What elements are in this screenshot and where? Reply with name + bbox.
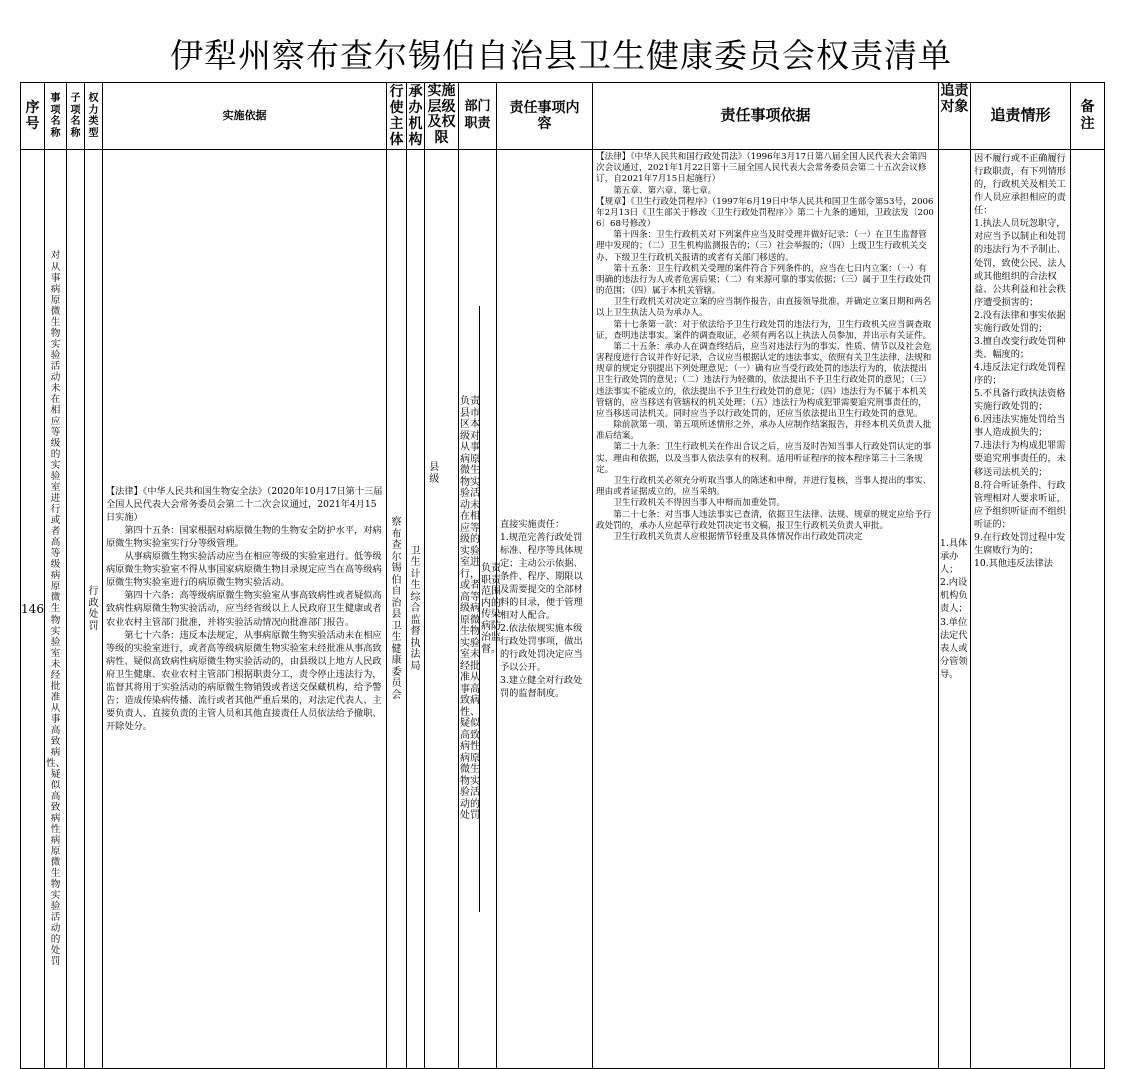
cell-basis: 【法律】《中华人民共和国生物安全法》（2020年10月17日第十三届全国人民代表大会常务委员会第二十二次会议通过，2021年4月15日实施） 第四十五条：国家根据对病原微生物的生物安全防护水平，对病原微生物实验室实行分等级管理。 从事病原微生物实验活动应当在相应等级的实验室进行。低等级病原微生物实验室不得从事国家病原微生物目录规定应当在高等级病原微生物实验室进行的病原微生物实验活动。 第四十六条：高等级病原微生物实验室从事高致病性或者疑似高致病性病原微生物实验活动，应当经省级以上人民政府卫生健康或者农业农村主管部门批准，并将实验活动情况向批准部门报告。 第七十六条：违反本法规定，从事病原微生物实验活动未在相应等级的实验室进行，或者高等级病原微生物实验室未经批准从事高致病性、疑似高致病性病原微生物实验活动的，由县级以上地方人民政府卫生健康、农业农村主管部门根据职责分工，责令停止违法行为，监督其将用于实验活动的病原微生物销毁或者送交保藏机构，给予警告；造成传染病传播、流行或者其他严重后果的，对法定代表人、主要负责人、直接负责的主管人员和其他直接责任人员依法给予撤职、开除处分。 [103,150,387,1069]
cell-level [425,150,459,1069]
header-row [21,83,1105,150]
header-exec-subject: 行使主体 [387,83,407,150]
header-account-target: 追责对象 [939,83,971,150]
header-undertaking: 承办机构 [408,84,423,149]
header-power-type: 权力类型 [85,83,103,150]
header-dept-duty: 部门职责 [459,83,497,150]
dept-duty-scope: 负责县市区本级对从事病原微生物实验活动未在相应等级的实验室进行，或者高等级病原微生物实验室未经批准从事高致病性、疑似高致病性病原微生物实验活动的处罚 [459,306,480,912]
level-text: 县级 [429,462,440,485]
header-resp-content: 责任事项内容 [497,83,593,150]
header-level: 实施层级及权限 [425,83,459,150]
cell-resp-basis: 【法律】《中华人民共和国行政处罚法》（1996年3月17日第八届全国人民代表大会第四次会议通过，2021年1月22日第十三届全国人民代表大会常务委员会第二十五次会议修订，自2021年7月15日起施行） 第五章、第六章、第七章。 【规章】《卫生行政处罚程序》（1997年6月19日中华人民共和国卫生部令第53号，2006年2月13日《卫生部关于修改〈卫生行政处罚程序〉》第二十九条的通知，卫政法发〔2006〕68号修改） 第十四条：卫生行政机关对下列案件应当及时受理并做好记录：（一）在卫生监督管理中发现的；（二）卫生机构监测报告的；（三）社会举报的；（四）上级卫生行政机关交办、下级卫生行政机关报请的或者有关部门移送的。 第十五条：卫生行政机关受理的案件符合下列条件的，应当在七日内立案：（一）有明确的违法行为人或者危害后果；（二）有来源可靠的事实依据；（三）属于卫生行政处罚的范围；（四）属于本机关管辖。 卫生行政机关对决定立案的应当制作报告，由直接领导批准，并确定立案日期和两名以上卫生执法人员为承办人。 第十七条第一款：对于依法给予卫生行政处罚的违法行为，卫生行政机关应当调查取证，查明违法事实。案件的调查取证，必须有两名以上执法人员参加，并出示有关证件。 第二十五条：承办人在调查终结后，应当对违法行为的事实、性质、情节以及社会危害程度进行合议并作好记录，合议应当根据认定的违法事实，依照有关卫生法律、法规和规章的规定分别提出下列处理意见：（一）确有应当受行政处罚的违法行为的，依法提出卫生行政处罚的意见；（二）违法行为轻微的，依法提出不予卫生行政处罚的意见；（三）违法事实不能成立的，依法提出不予卫生行政处罚的意见；（四）违法行为不属于本机关管辖的，应当移送有管辖权的机关处理；（五）违法行为构成犯罪需要追究刑事责任的，应当移送司法机关。同时应当予以行政处罚的，还应当依法提出卫生行政处罚的意见。 除前款第一项、第五项所述情形之外，承办人应制作结案报告，并经本机关负责人批准后结案。 第二十九条：卫生行政机关在作出合议之后，应当及时告知当事人行政处罚认定的事实、理由和依据，以及当事人依法享有的权利。适用听证程序的按本程序第三十三条规定。 卫生行政机关必须充分听取当事人的陈述和申辩，并进行复核，当事人提出的事实、理由或者证据成立的，应当采纳。 卫生行政机关不得因当事人申辩而加重处罚。 第二十七条：对当事人违法事实已查清，依据卫生法律、法规、规章的规定应给予行政处罚的，承办人应起草行政处罚决定书文稿，报卫生行政机关负责人审批。 卫生行政机关负责人应根据情节轻重及具体情况作出行政处罚决定 [593,150,939,1069]
header-sub-item: 子项名称 [67,83,85,150]
cell-seq: 146 [21,150,45,1069]
dept-duty-text: 负责职责范围内的传染病防治监督。 [481,563,501,655]
cell-sub-item [67,150,85,1069]
cell-dept-duty [459,150,501,1069]
page-title: 伊犁州察布查尔锡伯自治县卫生健康委员会权责清单 [170,36,952,75]
cell-item-name: 对从事病原微生物实验活动未在相应等级的实验室进行或者高等级病原微生物实验室未经批准从事高致病性、疑似高致病性病原微生物实验活动的处罚 [45,150,67,1069]
header-seq: 序号 [21,83,45,150]
cell-resp-content: 直接实施责任： 1.规范完善行政处罚标准、程序等具体规定；主动公示依据、条件、程序、期限以及需要提交的全部材料的目录，便于管理相对人配合。 2.依法依规实施本级行政处罚事项，做出的行政处罚决定应当予以公开。 3.建立健全对行政处罚的监督制度。 [497,150,593,1069]
table-row [21,150,1105,1069]
header-resp-basis: 责任事项依据 [593,83,939,150]
header-remarks: 备注 [1071,83,1105,150]
cell-account-target: 1.具体承办人； 2.内设机构负责人； 3.单位法定代表人或分管领导。 [939,150,971,1069]
cell-undertaking: 卫生计生综合监督执法局 [407,150,425,1069]
header-basis: 实施依据 [103,83,387,150]
header-account-situation: 追责情形 [971,83,1071,150]
cell-account-situation: 因不履行或不正确履行行政职责，有下列情形的，行政机关及相关工作人员应承担相应的责任： 1.执法人员玩忽职守，对应当予以制止和处罚的违法行为不予制止、处罚，致使公民、法人或其他组织的合法权益、公共利益和社会秩序遭受损害的； 2.没有法律和事实依据实施行政处罚的； 3.擅自改变行政处罚种类、幅度的； 4.违反法定行政处罚程序的； 5.不具备行政执法资格实施行政处罚的； 6.因违法实施处罚给当事人造成损失的； 7.违法行为构成犯罪需要追究刑事责任的，未移送司法机关的； 8.符合听证条件、行政管理相对人要求听证，应予组织听证而不组织听证的； 9.在行政处罚过程中发生腐败行为的； 10.其他违反法律法 [971,150,1071,1069]
header-item-name: 事项名称 [45,83,67,150]
responsibility-table [20,82,1105,1069]
cell-exec-subject: 察布查尔锡伯自治县卫生健康委员会 [387,150,407,1069]
cell-power-type: 行政处罚 [85,150,103,1069]
cell-remarks [1071,150,1105,1069]
